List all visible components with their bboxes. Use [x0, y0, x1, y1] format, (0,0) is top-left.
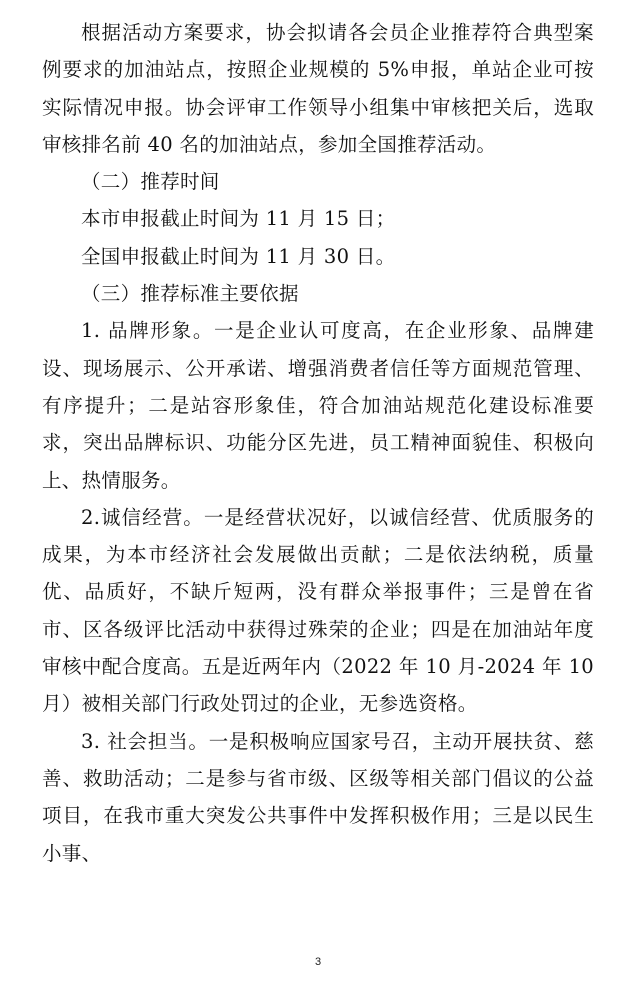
deadline-city: 本市申报截止时间为 11 月 15 日； — [81, 207, 396, 231]
paragraph-social-responsibility: 3. 社会担当。一是积极响应国家号召，主动开展扶贫、慈善、救助活动；二是参与省市级、区级等相关部门倡议的公益项目，在我市重大突发公共事件中发挥积极作用；三是以民生小事、 — [42, 729, 594, 865]
document-body — [42, 14, 594, 872]
heading-recommendation-criteria: （三）推荐标准主要依据 — [81, 282, 299, 306]
paragraph-integrity-operation: 2.诚信经营。一是经营状况好，以诚信经营、优质服务的成果，为本市经济社会发展做出贡献；二是依法纳税，质量优、品质好，不缺斤短两，没有群众举报事件；三是曾在省市、区各级评比活动中获得过殊荣的企业；四是在加油站年度审核中配合度高。五是近两年内（2022 年 10 月-2024 年 10 月）被相关部门行政处罚过的企业，无参选资格。 — [42, 505, 594, 716]
paragraph-application-requirements: 根据活动方案要求，协会拟请各会员企业推荐符合典型案例要求的加油站点，按照企业规模的 5%申报，单站企业可按实际情况申报。协会评审工作领导小组集中审核把关后，选取审核排名前 40 名的加油站点，参加全国推荐活动。 — [42, 21, 594, 156]
deadline-national: 全国申报截止时间为 11 月 30 日。 — [81, 244, 396, 268]
heading-recommendation-time: （二）推荐时间 — [81, 170, 220, 194]
page-number: 3 — [314, 956, 322, 968]
paragraph-brand-image: 1. 品牌形象。一是企业认可度高，在企业形象、品牌建设、现场展示、公开承诺、增强消费者信任等方面规范管理、有序提升；二是站容形象佳，符合加油站规范化建设标准要求，突出品牌标识、功能分区先进，员工精神面貌佳、积极向上、热情服务。 — [42, 319, 594, 492]
